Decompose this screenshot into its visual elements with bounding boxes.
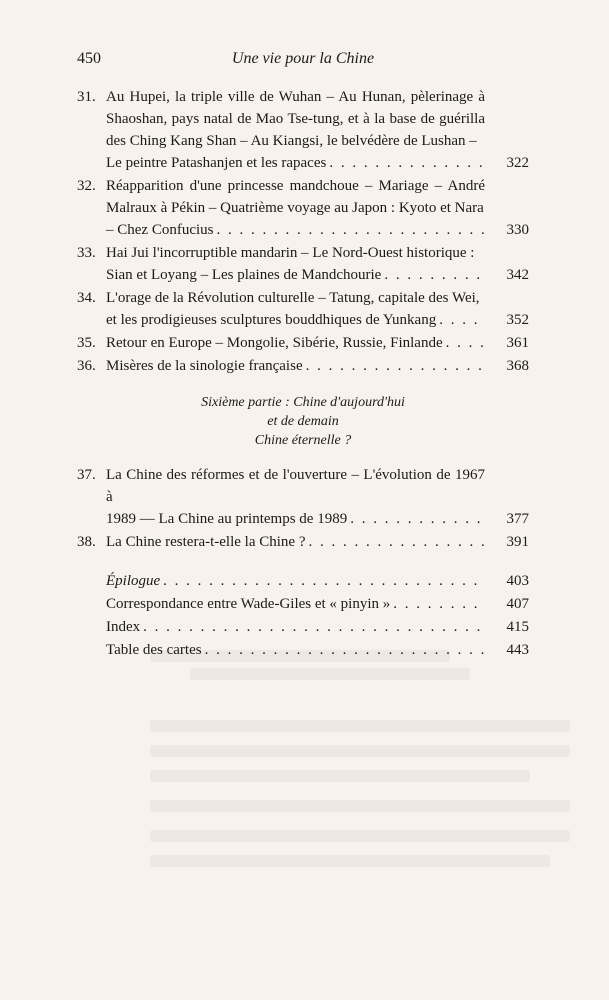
chapter-title: La Chine restera-t-elle la Chine ? bbox=[106, 534, 306, 550]
leader-dots bbox=[216, 219, 485, 241]
leader-dots bbox=[350, 508, 485, 530]
chapter-title-end: – Chez Confucius bbox=[106, 222, 214, 238]
chapter-number: 37. bbox=[77, 467, 96, 483]
toc-entry-index[interactable] bbox=[77, 616, 529, 638]
section-title: Index bbox=[106, 619, 141, 635]
toc-entry-34[interactable] bbox=[77, 287, 529, 331]
part-title: et de demain bbox=[267, 414, 339, 429]
leader-dots bbox=[309, 531, 486, 553]
chapter-title: Retour en Europe – Mongolie, Sibérie, Russie, Finlande bbox=[106, 335, 443, 351]
bleed-through bbox=[190, 668, 470, 680]
chapter-number: 34. bbox=[77, 290, 96, 306]
chapter-title-end: et les prodigieuses sculptures bouddhiques de Yunkang bbox=[106, 312, 437, 328]
part-title: Sixième partie : Chine d'aujourd'hui bbox=[201, 395, 405, 410]
page-number: 450 bbox=[77, 50, 101, 67]
bleed-through bbox=[150, 720, 570, 732]
chapter-title-end: 1989 — La Chine au printemps de 1989 bbox=[106, 511, 348, 527]
chapter-title-end: Le peintre Patashanjen et les rapaces bbox=[106, 155, 327, 171]
page-header bbox=[77, 50, 529, 74]
toc-entry-33[interactable] bbox=[77, 242, 529, 286]
toc-entry-36[interactable] bbox=[77, 355, 529, 377]
toc-entry-32[interactable] bbox=[77, 175, 529, 241]
leader-dots bbox=[163, 570, 485, 592]
page-ref: 352 bbox=[506, 312, 529, 328]
chapter-title: L'orage de la Révolution culturelle – Tatung, capitale des Wei, bbox=[106, 290, 480, 306]
toc-entry-cartes[interactable] bbox=[77, 639, 529, 661]
page-ref: 407 bbox=[506, 596, 529, 612]
section-title: Correspondance entre Wade-Giles et « pinyin » bbox=[106, 596, 391, 612]
chapter-number: 36. bbox=[77, 358, 96, 374]
chapter-title: La Chine des réformes et de l'ouverture – L'évolution de 1967 à bbox=[106, 467, 485, 505]
page-ref: 368 bbox=[506, 358, 529, 374]
page-ref: 415 bbox=[506, 619, 529, 635]
page-ref: 330 bbox=[506, 222, 529, 238]
toc-entry-37[interactable] bbox=[77, 464, 529, 530]
toc-entry-epilogue[interactable] bbox=[77, 570, 529, 592]
running-title: Une vie pour la Chine bbox=[231, 50, 375, 67]
table-of-contents bbox=[77, 86, 529, 662]
leader-dots bbox=[306, 355, 485, 377]
page-ref: 322 bbox=[506, 155, 529, 171]
toc-entry-31[interactable] bbox=[77, 86, 529, 174]
chapter-number: 31. bbox=[77, 89, 96, 105]
leader-dots bbox=[446, 332, 485, 354]
page-ref: 403 bbox=[506, 573, 529, 589]
leader-dots bbox=[384, 264, 485, 286]
chapter-title: Réapparition d'une princesse mandchoue – Mariage – André Malraux à Pékin – Quatrième voyage au Japon : Kyoto et Nara bbox=[106, 178, 485, 216]
part-subtitle: Chine éternelle ? bbox=[254, 433, 352, 448]
chapter-title: Misères de la sinologie française bbox=[106, 358, 303, 374]
chapter-number: 38. bbox=[77, 534, 96, 550]
bleed-through bbox=[150, 770, 530, 782]
part-heading bbox=[77, 393, 529, 450]
leader-dots bbox=[439, 309, 485, 331]
chapter-number: 35. bbox=[77, 335, 96, 351]
page-ref: 443 bbox=[506, 642, 529, 658]
toc-entry-38[interactable] bbox=[77, 531, 529, 553]
section-title: Table des cartes bbox=[106, 642, 202, 658]
page-ref: 377 bbox=[506, 511, 529, 527]
leader-dots bbox=[329, 152, 485, 174]
chapter-number: 33. bbox=[77, 245, 96, 261]
toc-entry-correspondance[interactable] bbox=[77, 593, 529, 615]
chapter-title: Au Hupei, la triple ville de Wuhan – Au Hunan, pèlerinage à Shaoshan, pays natal de Mao Tse-tung, et à la base de guérilla des Ching Kang Shan – Au Kiangsi, le belvédère de Lushan – bbox=[106, 89, 485, 149]
chapter-title: Hai Jui l'incorruptible mandarin – Le Nord-Ouest historique : bbox=[106, 245, 475, 261]
chapter-number: 32. bbox=[77, 178, 96, 194]
leader-dots bbox=[205, 639, 485, 661]
leader-dots bbox=[143, 616, 485, 638]
page-ref: 361 bbox=[506, 335, 529, 351]
bleed-through bbox=[150, 855, 550, 867]
page-ref: 342 bbox=[506, 267, 529, 283]
page-ref: 391 bbox=[506, 534, 529, 550]
bleed-through bbox=[150, 800, 570, 812]
bleed-through bbox=[150, 830, 570, 842]
chapter-title-end: Sian et Loyang – Les plaines de Mandchourie bbox=[106, 267, 382, 283]
toc-entry-35[interactable] bbox=[77, 332, 529, 354]
leader-dots bbox=[393, 593, 485, 615]
bleed-through bbox=[150, 745, 570, 757]
section-title: Épilogue bbox=[106, 573, 161, 589]
